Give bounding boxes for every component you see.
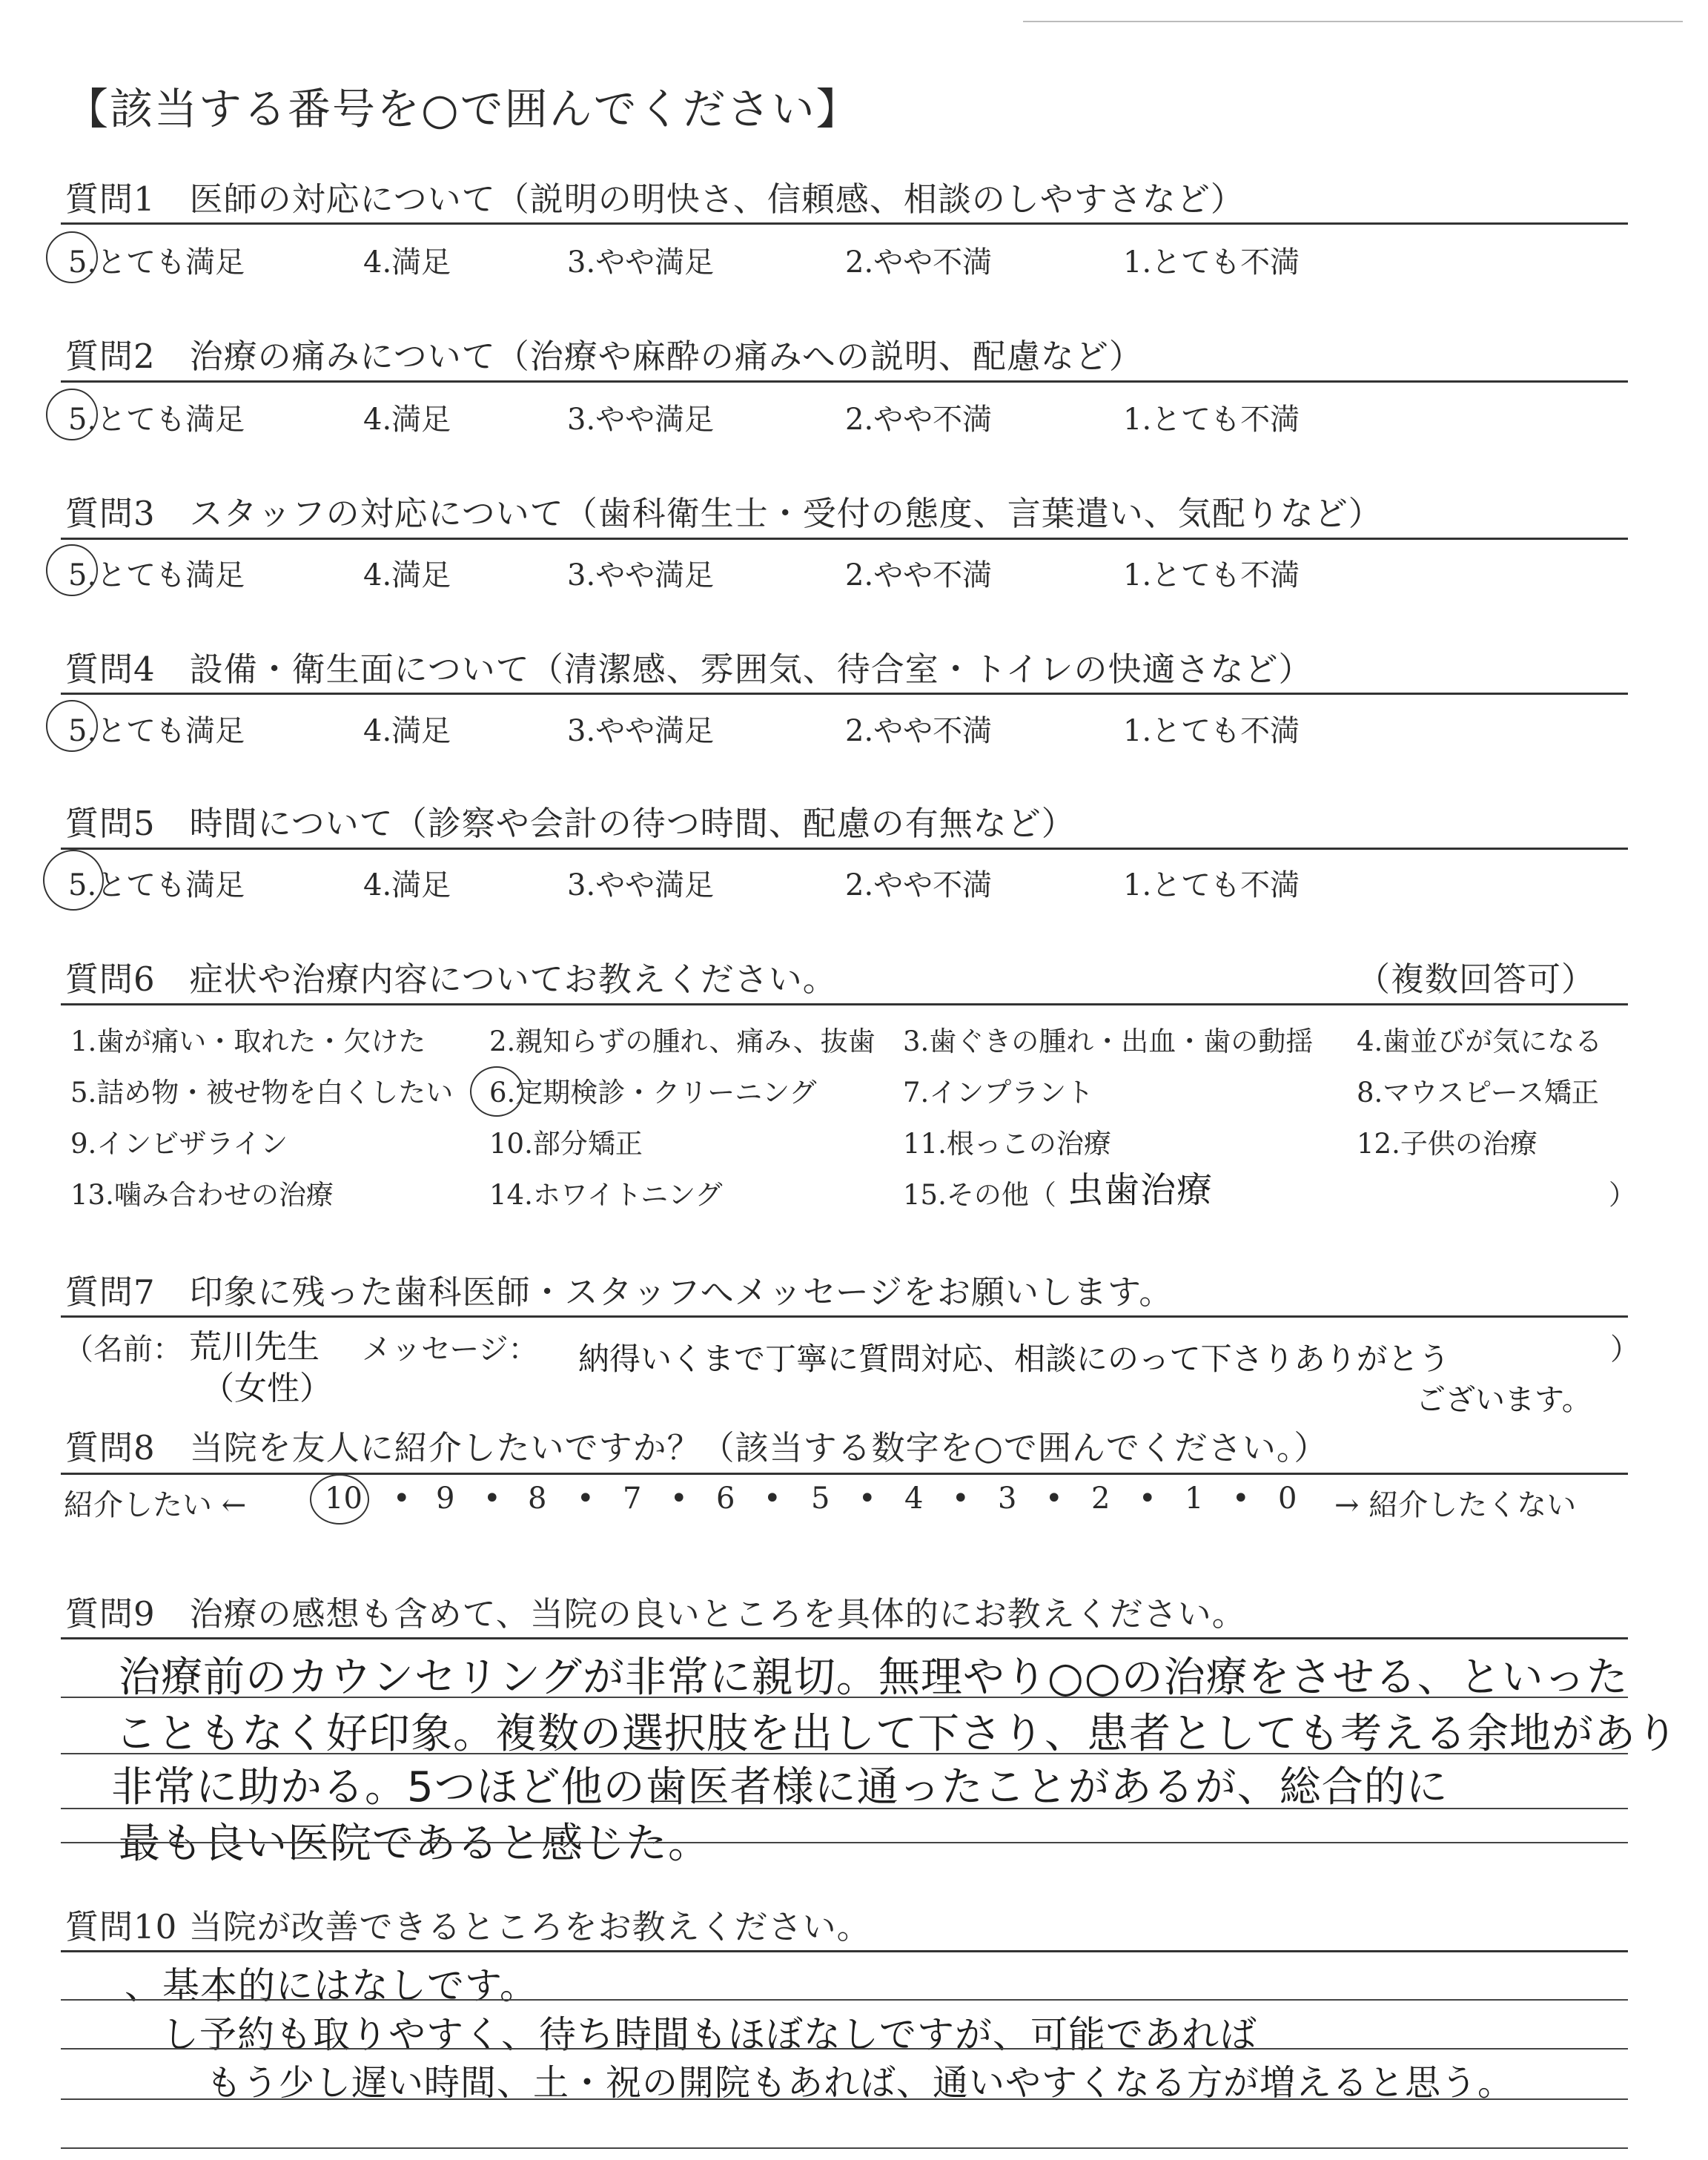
q10-line xyxy=(61,2098,1628,2100)
q1-option-4[interactable]: 4.満足 xyxy=(363,245,451,280)
q8-num-10[interactable]: 10 xyxy=(325,1482,363,1516)
q5-option-5[interactable]: 5.とても満足 xyxy=(68,868,245,902)
q2-option-3[interactable]: 3.やや満足 xyxy=(567,403,715,437)
q10-answer-line-2: し予約も取りやすく、待ち時間もほぼなしですが、可能であれば xyxy=(162,2013,1257,2056)
q8-sep: • xyxy=(1045,1482,1063,1516)
q1-option-3[interactable]: 3.やや満足 xyxy=(567,245,715,280)
q8-sep: • xyxy=(1232,1482,1250,1516)
q8-num-9[interactable]: 9 xyxy=(436,1482,455,1516)
q6-selected-circle xyxy=(470,1066,523,1117)
q3-selected-circle xyxy=(46,544,98,596)
q6-other-text: 虫歯治療 xyxy=(1068,1169,1214,1211)
q8-num-0[interactable]: 0 xyxy=(1278,1482,1297,1516)
q8-sep: • xyxy=(1139,1482,1156,1516)
q1-heading: 質問1 医師の対応について（説明の明快さ、信頼感、相談のしやすさなど） xyxy=(65,179,1245,219)
q2-option-5[interactable]: 5.とても満足 xyxy=(68,403,245,437)
q6-option-6[interactable]: 6.定期検診・クリーニング xyxy=(489,1077,817,1109)
q10-answer-line-1: 、基本的にはなしです。 xyxy=(125,1964,537,2007)
q7-heading: 質問7 印象に残った歯科医師・スタッフへメッセージをお願いします。 xyxy=(65,1272,1174,1312)
q2-option-1[interactable]: 1.とても不満 xyxy=(1123,403,1300,437)
q4-option-1[interactable]: 1.とても不満 xyxy=(1123,714,1300,748)
q3-option-3[interactable]: 3.やや満足 xyxy=(567,558,715,592)
q8-selected-circle xyxy=(310,1474,369,1525)
q10-heading: 質問10 当院が改善できるところをお教えください。 xyxy=(65,1907,871,1946)
q6-heading: 質問6 症状や治療内容についてお教えください。 xyxy=(65,960,837,999)
q8-sep: • xyxy=(952,1482,970,1516)
q8-sep: • xyxy=(670,1482,688,1516)
q6-option-11[interactable]: 11.根っこの治療 xyxy=(903,1128,1111,1160)
q6-option-7[interactable]: 7.インプラント xyxy=(903,1077,1094,1109)
q8-sep: • xyxy=(858,1482,876,1516)
page-title: 【該当する番号を○で囲んでください】 xyxy=(65,84,861,134)
q8-num-5[interactable]: 5 xyxy=(811,1482,830,1516)
q6-option-3[interactable]: 3.歯ぐきの腫れ・出血・歯の動揺 xyxy=(903,1025,1314,1057)
q8-num-3[interactable]: 3 xyxy=(998,1482,1017,1516)
q8-sep: • xyxy=(577,1482,595,1516)
q9-answer-line-2: こともなく好印象。複数の選択肢を出して下さり、患者としても考える余地があり xyxy=(115,1710,1678,1758)
q7-message-line2: ございます。 xyxy=(1416,1383,1592,1417)
q2-rule xyxy=(61,380,1628,383)
q10-answer-line-3: もう少し遅い時間、土・祝の開院もあれば、通いやすくなる方が増えると思う。 xyxy=(206,2062,1515,2104)
q10-line xyxy=(61,2147,1628,2149)
q7-message-label: メッセージ： xyxy=(362,1332,538,1367)
q2-option-2[interactable]: 2.やや不満 xyxy=(845,403,993,437)
q8-sep: • xyxy=(483,1482,501,1516)
q8-num-6[interactable]: 6 xyxy=(716,1482,735,1516)
q8-num-1[interactable]: 1 xyxy=(1185,1482,1204,1516)
q10-line xyxy=(61,1999,1628,2001)
q5-rule xyxy=(61,848,1628,850)
q7-rule xyxy=(61,1315,1628,1318)
q6-option-13[interactable]: 13.噛み合わせの治療 xyxy=(70,1179,334,1211)
q5-heading: 質問5 時間について（診察や会計の待つ時間、配慮の有無など） xyxy=(65,804,1076,843)
q9-answer-line-4: 最も良い医院であると感じた。 xyxy=(119,1820,710,1868)
q7-name-gender: （女性） xyxy=(202,1370,332,1407)
q4-selected-circle xyxy=(46,700,98,752)
q9-heading: 質問9 治療の感想も含めて、当院の良いところを具体的にお教えください。 xyxy=(65,1594,1246,1634)
q4-option-5[interactable]: 5.とても満足 xyxy=(68,714,245,748)
q6-option-14[interactable]: 14.ホワイトニング xyxy=(489,1179,723,1211)
q8-rule xyxy=(61,1473,1628,1475)
top-edge-line xyxy=(1023,21,1683,22)
q6-option-1[interactable]: 1.歯が痛い・取れた・欠けた xyxy=(70,1025,426,1057)
q8-sep: • xyxy=(393,1482,411,1516)
q6-option-9[interactable]: 9.インビザライン xyxy=(70,1128,288,1160)
q2-heading: 質問2 治療の痛みについて（治療や麻酔の痛みへの説明、配慮など） xyxy=(65,337,1143,376)
q8-num-4[interactable]: 4 xyxy=(904,1482,924,1516)
q9-line xyxy=(61,1842,1628,1843)
q4-heading: 質問4 設備・衛生面について（清潔感、雰囲気、待合室・トイレの快適さなど） xyxy=(65,650,1313,689)
q6-option-5[interactable]: 5.詰め物・被せ物を白くしたい xyxy=(70,1077,454,1109)
q1-option-5[interactable]: 5.とても満足 xyxy=(68,245,245,280)
q9-line xyxy=(61,1808,1628,1809)
q4-option-4[interactable]: 4.満足 xyxy=(363,714,451,748)
q1-rule xyxy=(61,222,1628,225)
q7-name-label: （名前： xyxy=(64,1332,182,1367)
q2-selected-circle xyxy=(46,389,98,440)
q3-option-4[interactable]: 4.満足 xyxy=(363,558,451,592)
q10-rule xyxy=(61,1950,1628,1952)
q3-rule xyxy=(61,538,1628,540)
q4-option-2[interactable]: 2.やや不満 xyxy=(845,714,993,748)
q4-rule xyxy=(61,693,1628,695)
q3-option-1[interactable]: 1.とても不満 xyxy=(1123,558,1300,592)
q5-option-2[interactable]: 2.やや不満 xyxy=(845,868,993,902)
q8-sep: • xyxy=(764,1482,781,1516)
q8-left-label: 紹介したい ← xyxy=(64,1488,247,1522)
q1-option-1[interactable]: 1.とても不満 xyxy=(1123,245,1300,280)
q8-heading: 質問8 当院を友人に紹介したいですか？（該当する数字を○で囲んでください。） xyxy=(65,1428,1328,1467)
q9-line xyxy=(61,1697,1628,1698)
q2-option-4[interactable]: 4.満足 xyxy=(363,403,451,437)
q7-close-paren: ） xyxy=(1610,1332,1640,1367)
q3-option-5[interactable]: 5.とても満足 xyxy=(68,558,245,592)
q6-option-4[interactable]: 4.歯並びが気になる xyxy=(1357,1025,1603,1057)
q4-option-3[interactable]: 3.やや満足 xyxy=(567,714,715,748)
q6-other-close: ） xyxy=(1609,1179,1636,1211)
q8-right-label: → 紹介したくない xyxy=(1334,1488,1577,1522)
q1-selected-circle xyxy=(46,231,98,283)
q5-selected-circle xyxy=(43,850,104,911)
q5-option-3[interactable]: 3.やや満足 xyxy=(567,868,715,902)
q3-option-2[interactable]: 2.やや不満 xyxy=(845,558,993,592)
q5-option-4[interactable]: 4.満足 xyxy=(363,868,451,902)
q6-option-15[interactable]: 15.その他（ xyxy=(903,1179,1056,1211)
q6-option-12[interactable]: 12.子供の治療 xyxy=(1357,1128,1537,1160)
q8-num-2[interactable]: 2 xyxy=(1091,1482,1110,1516)
q6-multi-note: （複数回答可） xyxy=(1357,960,1596,999)
q6-option-2[interactable]: 2.親知らずの腫れ、痛み、抜歯 xyxy=(489,1025,875,1057)
q6-rule xyxy=(61,1003,1628,1005)
q1-option-2[interactable]: 2.やや不満 xyxy=(845,245,993,280)
q10-line xyxy=(61,2048,1628,2050)
q6-option-10[interactable]: 10.部分矯正 xyxy=(489,1128,643,1160)
q8-num-7[interactable]: 7 xyxy=(623,1482,642,1516)
q9-answer-line-3: 非常に助かる。5つほど他の歯医者様に通ったことがあるが、総合的に xyxy=(111,1763,1449,1811)
q6-option-8[interactable]: 8.マウスピース矯正 xyxy=(1357,1077,1599,1109)
q7-name-value: 荒川先生 xyxy=(189,1328,320,1366)
q9-answer-line-1: 治療前のカウンセリングが非常に親切。無理やり○○の治療をさせる、といった xyxy=(119,1654,1629,1702)
q3-heading: 質問3 スタッフの対応について（歯科衛生士・受付の態度、言葉遣い、気配りなど） xyxy=(65,494,1383,533)
q9-rule xyxy=(61,1637,1628,1639)
q8-num-8[interactable]: 8 xyxy=(528,1482,547,1516)
q7-message-line1: 納得いくまで丁寧に質問対応、相談にのって下さりありがとう xyxy=(578,1341,1450,1377)
q5-option-1[interactable]: 1.とても不満 xyxy=(1123,868,1300,902)
